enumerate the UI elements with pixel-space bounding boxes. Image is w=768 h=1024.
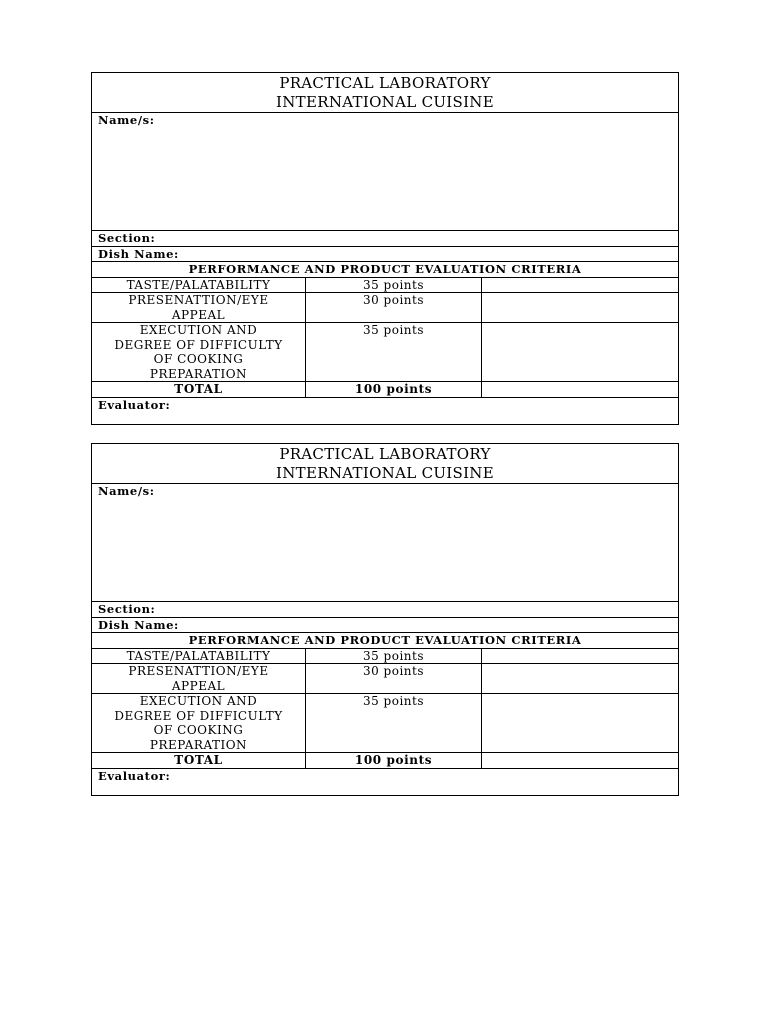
- title-line-2: INTERNATIONAL CUISINE: [276, 464, 494, 482]
- total-row: [92, 382, 679, 398]
- names-label: Name/s:: [98, 484, 155, 498]
- evaluator-label: Evaluator:: [98, 397, 171, 412]
- total-score-cell[interactable]: [482, 753, 679, 769]
- names-field[interactable]: [92, 484, 679, 602]
- criteria-header: PERFORMANCE AND PRODUCT EVALUATION CRITERIA: [92, 262, 679, 278]
- evaluator-field[interactable]: [92, 768, 679, 795]
- title-line-2: INTERNATIONAL CUISINE: [276, 93, 494, 111]
- criterion-points: 30 points: [306, 293, 482, 323]
- score-cell[interactable]: [482, 277, 679, 293]
- criterion-text: PREPARATION: [149, 737, 248, 752]
- criterion-text: EXECUTION AND: [139, 323, 258, 337]
- evaluation-form-1: [91, 72, 679, 425]
- criterion-text: PRESENATTION/EYE: [128, 293, 269, 307]
- evaluator-label: Evaluator:: [98, 768, 171, 783]
- criterion-text: PREPARATION: [149, 366, 248, 381]
- score-cell[interactable]: [482, 694, 679, 753]
- criteria-row: [92, 694, 679, 753]
- criterion-label: [92, 323, 306, 382]
- criteria-row: [92, 293, 679, 323]
- form-title: [92, 73, 679, 113]
- total-label: TOTAL: [92, 753, 306, 769]
- criteria-row: [92, 664, 679, 694]
- criterion-points: 35 points: [306, 323, 482, 382]
- criteria-row: [92, 648, 679, 664]
- criteria-row: [92, 323, 679, 382]
- score-cell[interactable]: [482, 648, 679, 664]
- dish-name-field[interactable]: [92, 617, 679, 633]
- evaluator-field[interactable]: [92, 397, 679, 424]
- score-cell[interactable]: [482, 664, 679, 694]
- criterion-points: 30 points: [306, 664, 482, 694]
- dish-name-label: Dish Name:: [98, 617, 179, 632]
- dish-name-label: Dish Name:: [98, 246, 179, 261]
- section-label: Section:: [98, 231, 156, 245]
- title-line-1: PRACTICAL LABORATORY: [279, 445, 491, 463]
- dish-name-field[interactable]: [92, 246, 679, 262]
- score-cell[interactable]: [482, 323, 679, 382]
- criterion-points: 35 points: [306, 277, 482, 293]
- names-label: Name/s:: [98, 113, 155, 127]
- criterion-label: [92, 277, 306, 293]
- criterion-label: [92, 293, 306, 323]
- criterion-text: APPEAL: [171, 307, 226, 322]
- section-field[interactable]: [92, 602, 679, 618]
- score-cell[interactable]: [482, 293, 679, 323]
- criterion-text: DEGREE OF DIFFICULTY: [114, 708, 283, 723]
- criteria-row: [92, 277, 679, 293]
- criterion-label: [92, 648, 306, 664]
- total-score-cell[interactable]: [482, 382, 679, 398]
- section-field[interactable]: [92, 231, 679, 247]
- criterion-text: TASTE/PALATABILITY: [126, 648, 271, 663]
- names-field[interactable]: [92, 113, 679, 231]
- total-points: 100 points: [306, 382, 482, 398]
- criterion-points: 35 points: [306, 648, 482, 664]
- criterion-text: OF COOKING: [153, 352, 244, 366]
- evaluation-form-2: [91, 443, 679, 796]
- criterion-text: DEGREE OF DIFFICULTY: [114, 337, 283, 352]
- criterion-text: EXECUTION AND: [139, 694, 258, 708]
- criterion-text: TASTE/PALATABILITY: [126, 277, 271, 292]
- title-line-1: PRACTICAL LABORATORY: [279, 74, 491, 92]
- criterion-points: 35 points: [306, 694, 482, 753]
- criterion-label: [92, 664, 306, 694]
- total-points: 100 points: [306, 753, 482, 769]
- form-title: [92, 444, 679, 484]
- criteria-header: PERFORMANCE AND PRODUCT EVALUATION CRITERIA: [92, 633, 679, 649]
- criterion-label: [92, 694, 306, 753]
- total-row: [92, 753, 679, 769]
- criterion-text: OF COOKING: [153, 723, 244, 737]
- criterion-text: APPEAL: [171, 678, 226, 693]
- criterion-text: PRESENATTION/EYE: [128, 664, 269, 678]
- total-label: TOTAL: [92, 382, 306, 398]
- section-label: Section:: [98, 602, 156, 616]
